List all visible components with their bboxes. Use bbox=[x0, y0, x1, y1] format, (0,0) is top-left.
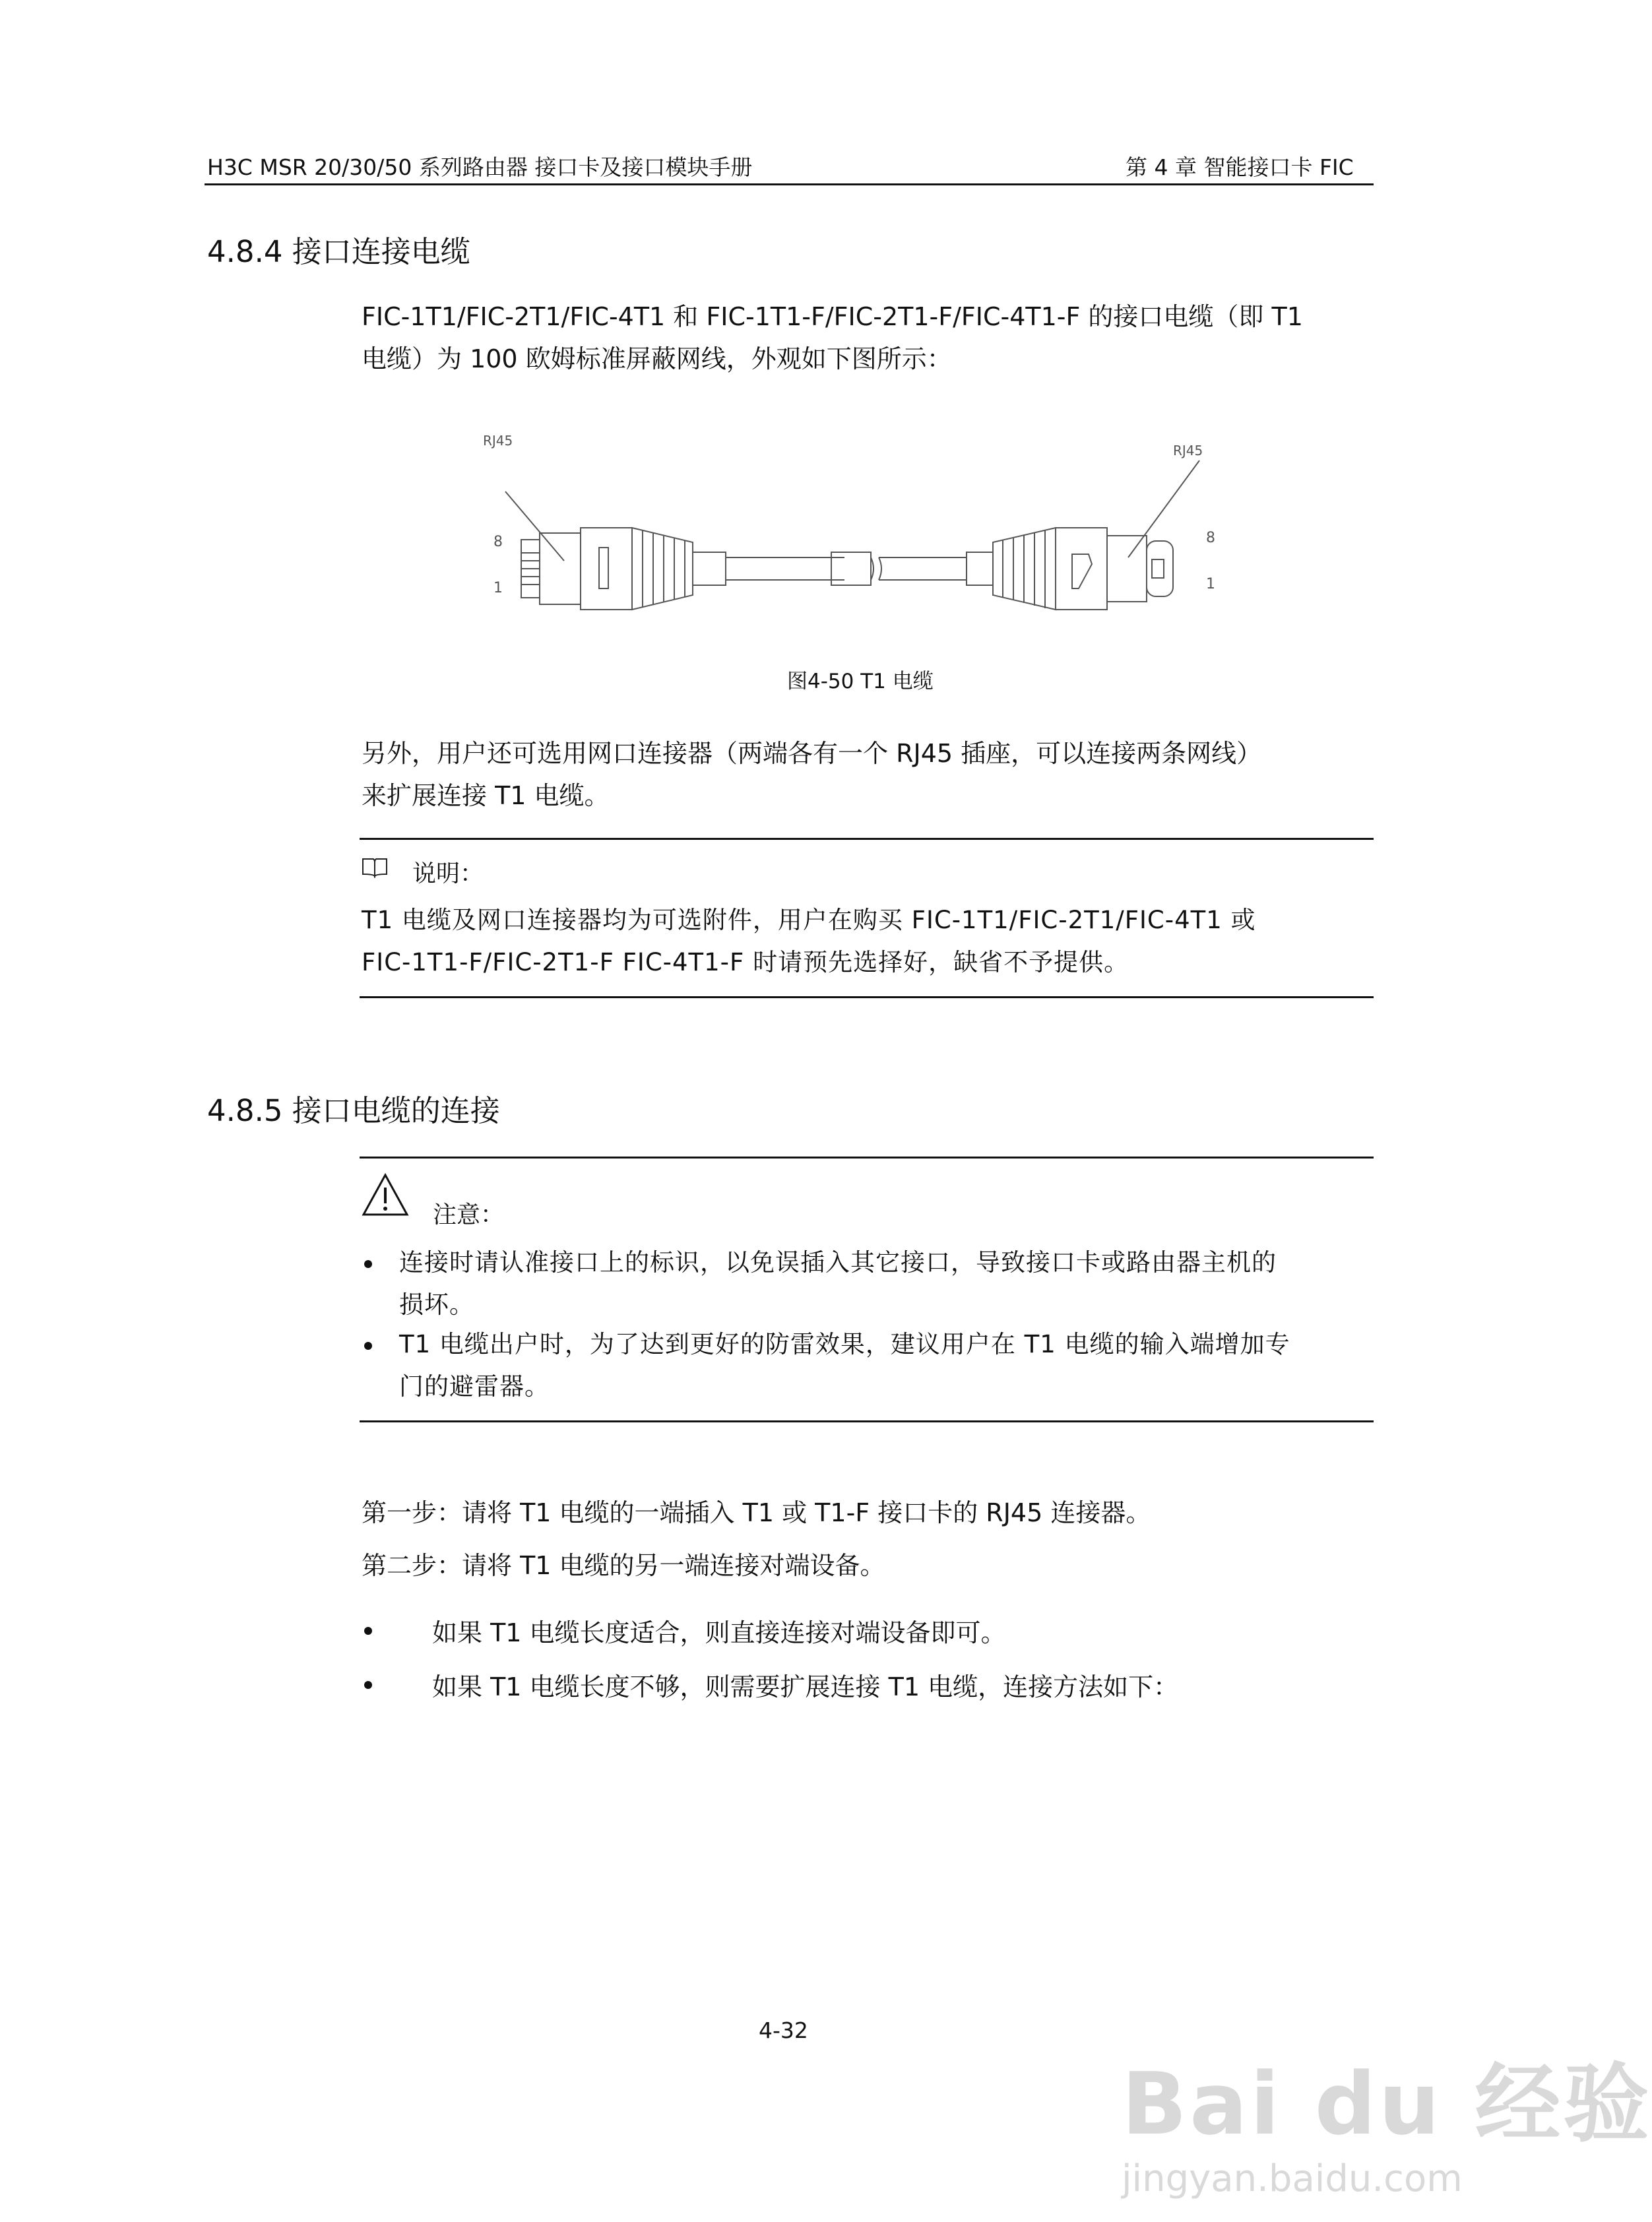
caution-bullet-1-line-1: 连接时请认准接口上的标识，以免误插入其它接口，导致接口卡或路由器主机的 bbox=[399, 1248, 1277, 1277]
figure-caption: 图4-50 T1 电缆 bbox=[787, 670, 934, 693]
right-plug-tip bbox=[1147, 541, 1173, 596]
left-pin-8: 8 bbox=[493, 534, 503, 550]
caution-bullet-2 bbox=[399, 1323, 1371, 1408]
left-rj45-label: RJ45 bbox=[483, 433, 513, 449]
left-pin-1: 1 bbox=[493, 580, 503, 596]
caution-bullet-2-line-2: 门的避雷器。 bbox=[399, 1372, 550, 1401]
caution-bullet-2-line-1: T1 电缆出户时，为了达到更好的防雷效果，建议用户在 T1 电缆的输入端增加专 bbox=[399, 1330, 1290, 1358]
caution-top-rule bbox=[360, 1157, 1374, 1159]
caution-bottom-rule bbox=[360, 1420, 1374, 1422]
right-pin-1: 1 bbox=[1206, 576, 1215, 592]
note-line-1: T1 电缆及网口连接器均为可选附件，用户在购买 FIC-1T1/FIC-2T1/FIC-4T1 或 bbox=[362, 906, 1256, 934]
note-top-rule bbox=[360, 838, 1374, 840]
header-chapter: 第 4 章 智能接口卡 FIC bbox=[1126, 154, 1354, 180]
page-number: 4-32 bbox=[759, 2017, 808, 2043]
intro-line-2: 电缆）为 100 欧姆标准屏蔽网线，外观如下图所示： bbox=[362, 344, 952, 373]
step-2: 第二步：请将 T1 电缆的另一端连接对端设备。 bbox=[362, 1551, 885, 1580]
extension-line-2: 来扩展连接 T1 电缆。 bbox=[362, 781, 610, 810]
left-strain-relief bbox=[632, 528, 693, 610]
list-item-2: 如果 T1 电缆长度不够，则需要扩展连接 T1 电缆，连接方法如下： bbox=[432, 1672, 1179, 1701]
book-icon bbox=[362, 856, 388, 877]
extension-paragraph bbox=[362, 732, 1371, 817]
section-heading-4-8-4: 4.8.4 接口连接电缆 bbox=[207, 234, 470, 269]
left-plug-housing bbox=[581, 528, 632, 610]
note-bottom-rule bbox=[360, 996, 1374, 998]
header-title: H3C MSR 20/30/50 系列路由器 接口卡及接口模块手册 bbox=[207, 154, 753, 180]
note-line-2: FIC-1T1-F/FIC-2T1-F FIC-4T1-F 时请预先选择好，缺省不予提供。 bbox=[362, 948, 1129, 976]
right-plug-housing bbox=[1056, 528, 1107, 610]
caution-bullet-dot-2 bbox=[364, 1342, 372, 1350]
right-label-leader bbox=[1128, 460, 1199, 557]
extension-line-1: 另外，用户还可选用网口连接器（两端各有一个 RJ45 插座，可以连接两条网线） bbox=[362, 739, 1262, 768]
list-bullet-dot-1 bbox=[364, 1627, 372, 1635]
note-body bbox=[362, 899, 1371, 984]
right-pin-8: 8 bbox=[1206, 530, 1215, 546]
list-bullet-dot-2 bbox=[364, 1681, 372, 1689]
caution-bullet-1-line-2: 损坏。 bbox=[399, 1290, 474, 1319]
left-plug-body bbox=[540, 533, 581, 604]
header-rule bbox=[205, 183, 1374, 185]
list-item-1: 如果 T1 电缆长度适合，则直接连接对端设备即可。 bbox=[432, 1618, 1006, 1647]
left-label-leader bbox=[505, 492, 564, 561]
intro-paragraph bbox=[362, 296, 1371, 380]
caution-title: 注意： bbox=[433, 1201, 505, 1228]
right-plug-body bbox=[1107, 536, 1147, 602]
caution-bullet-dot-1 bbox=[364, 1260, 372, 1268]
warning-triangle-icon bbox=[362, 1173, 409, 1217]
note-title: 说明： bbox=[412, 860, 484, 887]
caution-bullet-1 bbox=[399, 1242, 1371, 1326]
section-heading-4-8-5: 4.8.5 接口电缆的连接 bbox=[207, 1093, 500, 1128]
intro-line-1: FIC-1T1/FIC-2T1/FIC-4T1 和 FIC-1T1-F/FIC-2T1-F/FIC-4T1-F 的接口电缆（即 T1 bbox=[362, 302, 1303, 331]
watermark-url: jingyan.baidu.com bbox=[1122, 2157, 1463, 2200]
right-rj45-label: RJ45 bbox=[1173, 443, 1203, 459]
step-1: 第一步：请将 T1 电缆的一端插入 T1 或 T1-F 接口卡的 RJ45 连接器。 bbox=[362, 1498, 1151, 1527]
t1-cable-figure bbox=[475, 422, 1260, 614]
watermark-logo: Bai du 经验 bbox=[1122, 2054, 1652, 2154]
